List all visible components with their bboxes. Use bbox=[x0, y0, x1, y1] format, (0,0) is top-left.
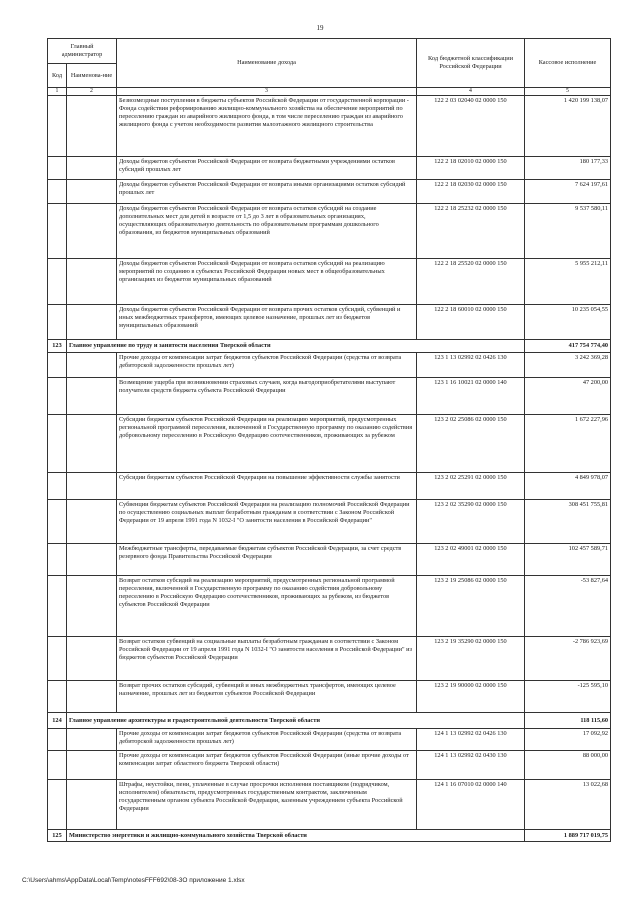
group-row bbox=[48, 830, 611, 842]
table-row bbox=[48, 353, 611, 378]
income-name: Доходы бюджетов субъектов Российской Федерации от возврата остатков субсидий на создание дополнительных мест для детей в возрасте от 1,5 до 3 лет в образовательных организациях, осуществляющих образовательную деятельность по образовательным программам дошкольного образования, из бюджетов муниципальных образований bbox=[117, 204, 417, 259]
amount: 1 420 199 138,07 bbox=[525, 96, 611, 157]
column-number: 5 bbox=[525, 88, 611, 96]
budget-code-header: Код бюджетной классификации Российской Федерации bbox=[417, 39, 525, 88]
income-name: Доходы бюджетов субъектов Российской Федерации от возврата прочих остатков субсидий, субвенций и иных межбюджетных трансфертов, имеющих целевое назначение, прошлых лет из бюджетов муниципальных образований bbox=[117, 305, 417, 340]
amount: -53 827,64 bbox=[525, 576, 611, 637]
budget-code: 123 2 19 90000 02 0000 150 bbox=[417, 681, 525, 713]
budget-code: 124 1 13 02992 02 0430 130 bbox=[417, 751, 525, 780]
income-name: Субсидии бюджетам субъектов Российской Федерации на повышение эффективности службы занятости bbox=[117, 473, 417, 500]
budget-code: 123 1 13 02992 02 0426 130 bbox=[417, 353, 525, 378]
income-name: Межбюджетные трансферты, передаваемые бюджетам субъектов Российской Федерации, за счет средств резервного фонда Правительства Российской Федерации bbox=[117, 544, 417, 576]
table-row bbox=[48, 576, 611, 637]
income-name: Прочие доходы от компенсации затрат бюджетов субъектов Российской Федерации (иные прочие доходы от компенсации затрат областного бюджета Тверской области) bbox=[117, 751, 417, 780]
budget-code: 123 2 02 35290 02 0000 150 bbox=[417, 500, 525, 544]
column-number: 3 bbox=[117, 88, 417, 96]
amount: -125 595,10 bbox=[525, 681, 611, 713]
table-row bbox=[48, 473, 611, 500]
budget-code: 123 2 02 25291 02 0000 150 bbox=[417, 473, 525, 500]
income-name-header: Наименование дохода bbox=[117, 39, 417, 88]
group-row bbox=[48, 340, 611, 353]
income-name: Субвенции бюджетам субъектов Российской Федерации на реализацию полномочий Российской Федерации по осуществлению социальных выплат безработным гражданам в соответствии с Законом Российской Федерации от 19 апреля 1991 года N 1032-I "О занятости населения в Российской Федерации" bbox=[117, 500, 417, 544]
group-amount: 118 115,60 bbox=[525, 713, 611, 729]
budget-code: 124 1 16 07010 02 0000 140 bbox=[417, 780, 525, 830]
amount: 5 955 212,11 bbox=[525, 259, 611, 305]
table-row bbox=[48, 378, 611, 415]
income-name: Доходы бюджетов субъектов Российской Федерации от возврата бюджетными учреждениями остатков субсидий прошлых лет bbox=[117, 157, 417, 180]
admin-name-header: Наименова-ние bbox=[67, 64, 117, 88]
amount: 180 177,33 bbox=[525, 157, 611, 180]
budget-code: 123 1 16 10021 02 0000 140 bbox=[417, 378, 525, 415]
income-name: Возврат остатков субсидий на реализацию мероприятий, предусмотренных региональной программой переселения, включенной в Государственную программу по оказанию содействия добровольному переселению в Российскую Федерацию соотечественников, проживающих за рубежом, из бюджетов субъектов Российской Федерации bbox=[117, 576, 417, 637]
page-number: 19 bbox=[316, 24, 324, 32]
column-number: 2 bbox=[67, 88, 117, 96]
amount: 13 022,68 bbox=[525, 780, 611, 830]
admin-code: 124 bbox=[48, 713, 67, 729]
amount: 9 537 580,11 bbox=[525, 204, 611, 259]
budget-code: 122 2 18 02030 02 0000 150 bbox=[417, 180, 525, 204]
income-name: Возврат прочих остатков субсидий, субвенций и иных межбюджетных трансфертов, имеющих целевое назначение, прошлых лет из бюджетов субъектов Российской Федерации bbox=[117, 681, 417, 713]
table-row bbox=[48, 500, 611, 544]
group-name: Министерство энергетики и жилищно-коммунального хозяйства Тверской области bbox=[67, 830, 525, 842]
admin-header: Главный администратор bbox=[48, 39, 117, 64]
group-amount: 417 754 774,40 bbox=[525, 340, 611, 353]
amount: 47 200,00 bbox=[525, 378, 611, 415]
income-name: Доходы бюджетов субъектов Российской Федерации от возврата остатков субсидий на реализацию мероприятий по созданию в субъектах Российской Федерации новых мест в общеобразовательных организациях из бюджетов муниципальных образований bbox=[117, 259, 417, 305]
income-name: Возмещение ущерба при возникновении страховых случаев, когда выгодоприобретателями выступают получатели средств бюджета субъекта Российской Федерации bbox=[117, 378, 417, 415]
amount: 308 451 755,81 bbox=[525, 500, 611, 544]
budget-code: 123 2 19 25086 02 0000 150 bbox=[417, 576, 525, 637]
amount: 7 624 197,61 bbox=[525, 180, 611, 204]
amount: -2 786 923,69 bbox=[525, 637, 611, 681]
budget-code: 122 2 18 02010 02 0000 150 bbox=[417, 157, 525, 180]
income-table bbox=[47, 38, 611, 842]
column-number: 4 bbox=[417, 88, 525, 96]
table-row bbox=[48, 157, 611, 180]
table-row bbox=[48, 305, 611, 340]
table-row bbox=[48, 681, 611, 713]
budget-code: 122 2 03 02040 02 0000 150 bbox=[417, 96, 525, 157]
amount: 10 235 054,55 bbox=[525, 305, 611, 340]
table-row bbox=[48, 729, 611, 751]
amount: 17 092,92 bbox=[525, 729, 611, 751]
admin-code: 123 bbox=[48, 340, 67, 353]
amount: 102 457 589,71 bbox=[525, 544, 611, 576]
budget-code: 122 2 18 60010 02 0000 150 bbox=[417, 305, 525, 340]
table-row bbox=[48, 96, 611, 157]
admin-code: 125 bbox=[48, 830, 67, 842]
file-path-footer: C:\Users\ahms\AppData\Local\Temp\notesFFF692\08-3О приложение 1.xlsx bbox=[22, 877, 245, 884]
table-row bbox=[48, 180, 611, 204]
group-name: Главное управление архитектуры и градостроительной деятельности Тверской области bbox=[67, 713, 525, 729]
group-row bbox=[48, 713, 611, 729]
budget-code: 124 1 13 02992 02 0426 130 bbox=[417, 729, 525, 751]
income-name: Доходы бюджетов субъектов Российской Федерации от возврата иными организациями остатков субсидий прошлых лет bbox=[117, 180, 417, 204]
table-row bbox=[48, 780, 611, 830]
income-name: Прочие доходы от компенсации затрат бюджетов субъектов Российской Федерации (средства от возврата дебиторской задолженности прошлых лет) bbox=[117, 353, 417, 378]
budget-code: 123 2 02 49001 02 0000 150 bbox=[417, 544, 525, 576]
table-row bbox=[48, 415, 611, 473]
amount: 3 242 369,28 bbox=[525, 353, 611, 378]
amount: 4 849 978,07 bbox=[525, 473, 611, 500]
income-name: Прочие доходы от компенсации затрат бюджетов субъектов Российской Федерации (средства от возврата дебиторской задолженности прошлых лет) bbox=[117, 729, 417, 751]
group-name: Главное управление по труду и занятости населения Тверской области bbox=[67, 340, 525, 353]
budget-code: 122 2 18 25232 02 0000 150 bbox=[417, 204, 525, 259]
income-name: Безвозмездные поступления в бюджеты субъектов Российской Федерации от государственной корпорации - Фонда содействия реформированию жилищно-коммунального хозяйства на обеспечение мероприятий по переселению граждан из аварийного жилищного фонда, в том числе переселению граждан из аварийного жилищного фонда с учетом необходимости развития малоэтажного жилищного строительства bbox=[117, 96, 417, 157]
table-row bbox=[48, 544, 611, 576]
income-name: Штрафы, неустойки, пени, уплаченные в случае просрочки исполнения поставщиком (подрядчиком, исполнителем) обязательств, предусмотренных государственным контрактом, заключенным государственным органом субъекта Российской Федерации, казенным учреждением субъекта Российской Федерации bbox=[117, 780, 417, 830]
table-row bbox=[48, 751, 611, 780]
group-amount: 1 889 717 019,75 bbox=[525, 830, 611, 842]
income-name: Субсидии бюджетам субъектов Российской Федерации на реализацию мероприятий, предусмотренных региональной программой переселения, включенной в Государственную программу по оказанию содействия добровольному переселению в Российскую Федерацию соотечественников, проживающих за рубежом bbox=[117, 415, 417, 473]
amount: 1 672 227,96 bbox=[525, 415, 611, 473]
income-name: Возврат остатков субвенций на социальные выплаты безработным гражданам в соответствии с Законом Российской Федерации от 19 апреля 1991 года N 1032-I "О занятости населения в Российской Федерации" из бюджетов субъектов Российской Федерации bbox=[117, 637, 417, 681]
table-row bbox=[48, 637, 611, 681]
column-number: 1 bbox=[48, 88, 67, 96]
cash-execution-header: Кассовое исполнение bbox=[525, 39, 611, 88]
table-row bbox=[48, 204, 611, 259]
budget-code: 123 2 02 25086 02 0000 150 bbox=[417, 415, 525, 473]
budget-code: 122 2 18 25520 02 0000 150 bbox=[417, 259, 525, 305]
code-header: Код bbox=[48, 64, 67, 88]
budget-code: 123 2 19 35290 02 0000 150 bbox=[417, 637, 525, 681]
table-row bbox=[48, 259, 611, 305]
amount: 88 000,00 bbox=[525, 751, 611, 780]
